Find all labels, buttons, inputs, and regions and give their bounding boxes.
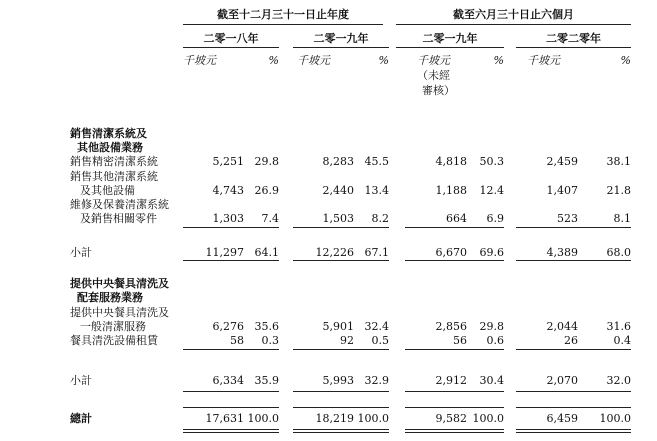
header-group-year: 截至十二月三十一日止年度 xyxy=(217,8,349,21)
cell-r3-6: 523 xyxy=(557,212,578,225)
cell-total-6: 6,459 xyxy=(546,412,578,425)
cell-r4-5: 29.8 xyxy=(479,320,504,333)
cell-r2-0: 4,743 xyxy=(212,184,244,197)
rule xyxy=(405,227,504,228)
year-2018: 二零一八年 xyxy=(203,32,259,45)
cell-r2-5: 12.4 xyxy=(479,184,504,197)
rule xyxy=(405,391,504,392)
cell-r1-0: 5,251 xyxy=(212,155,244,168)
rule xyxy=(293,407,389,408)
header-rule xyxy=(396,24,631,25)
header-rule xyxy=(183,24,383,25)
rule xyxy=(405,432,504,433)
cell-sub1-5: 69.6 xyxy=(479,246,504,259)
cell-r5-1: 0.3 xyxy=(261,334,279,347)
rule xyxy=(516,227,631,228)
cell-sub1-1: 64.1 xyxy=(254,246,279,259)
section-title: 提供中央餐具清洗及 xyxy=(70,277,169,290)
cell-sub2-3: 32.9 xyxy=(364,374,389,387)
cell-r3-2: 1,503 xyxy=(322,212,354,225)
rule xyxy=(516,349,631,350)
unaudited-note: 審核） xyxy=(422,84,455,97)
unit-label: 千坡元 xyxy=(417,54,450,67)
cell-r5-5: 0.6 xyxy=(486,334,504,347)
cell-r1-6: 2,459 xyxy=(546,155,578,168)
cell-total-0: 17,631 xyxy=(205,412,244,425)
row-label: 銷售精密清潔系統 xyxy=(70,155,158,168)
cell-r5-6: 26 xyxy=(564,334,578,347)
rule xyxy=(405,260,504,261)
rule xyxy=(183,391,279,392)
cell-sub2-4: 2,912 xyxy=(435,374,467,387)
year-rule xyxy=(396,47,504,48)
rule xyxy=(293,260,389,261)
cell-r5-2: 92 xyxy=(340,334,354,347)
year-2019-h1: 二零一九年 xyxy=(422,32,478,45)
cell-r3-1: 7.4 xyxy=(261,212,279,225)
rule xyxy=(516,407,631,408)
rule xyxy=(516,432,631,433)
pct-label: % xyxy=(268,54,279,67)
cell-r3-0: 1,303 xyxy=(212,212,244,225)
cell-sub1-3: 67.1 xyxy=(364,246,389,259)
cell-sub2-0: 6,334 xyxy=(212,374,244,387)
cell-r1-7: 38.1 xyxy=(606,155,631,168)
cell-r5-0: 58 xyxy=(230,334,244,347)
cell-r2-3: 13.4 xyxy=(364,184,389,197)
row-label: 提供中央餐具清洗及 xyxy=(70,306,169,319)
rule xyxy=(516,260,631,261)
cell-r3-4: 664 xyxy=(446,212,467,225)
rule xyxy=(183,227,279,228)
cell-sub2-1: 35.9 xyxy=(254,374,279,387)
cell-r5-4: 56 xyxy=(453,334,467,347)
cell-r3-7: 8.1 xyxy=(613,212,631,225)
cell-r4-7: 31.6 xyxy=(606,320,631,333)
row-label: 銷售其他清潔系統 xyxy=(70,170,158,183)
section-title: 其他設備業務 xyxy=(77,141,143,154)
cell-total-1: 100.0 xyxy=(247,412,279,425)
cell-r1-3: 45.5 xyxy=(364,155,389,168)
rule xyxy=(183,429,279,430)
rule xyxy=(405,407,504,408)
cell-r1-5: 50.3 xyxy=(479,155,504,168)
year-2020-h1: 二零二零年 xyxy=(546,32,601,45)
rule xyxy=(183,407,279,408)
cell-total-4: 9,582 xyxy=(435,412,467,425)
row-label: 維修及保養清潔系統 xyxy=(70,198,169,211)
pct-label: % xyxy=(493,54,504,67)
cell-r4-2: 5,901 xyxy=(322,320,354,333)
rule xyxy=(183,349,279,350)
cell-sub2-6: 2,070 xyxy=(546,374,578,387)
cell-r5-3: 0.5 xyxy=(371,334,389,347)
cell-sub1-4: 6,670 xyxy=(435,246,467,259)
cell-r5-7: 0.4 xyxy=(613,334,631,347)
cell-r2-4: 1,188 xyxy=(435,184,467,197)
section-title: 銷售清潔系統及 xyxy=(70,127,147,140)
cell-r2-7: 21.8 xyxy=(606,184,631,197)
cell-sub2-5: 30.4 xyxy=(479,374,504,387)
unaudited-note: （未經 xyxy=(417,69,450,82)
row-label: 及銷售相關零件 xyxy=(80,212,157,225)
cell-sub1-7: 68.0 xyxy=(606,246,631,259)
rule xyxy=(516,391,631,392)
pct-label: % xyxy=(620,54,631,67)
cell-r1-2: 8,283 xyxy=(322,155,354,168)
rule xyxy=(183,432,279,433)
unit-label: 千坡元 xyxy=(297,54,330,67)
cell-r4-0: 6,276 xyxy=(212,320,244,333)
cell-r2-2: 2,440 xyxy=(322,184,354,197)
cell-r4-3: 32.4 xyxy=(364,320,389,333)
cell-r2-6: 1,407 xyxy=(546,184,578,197)
cell-r4-6: 2,044 xyxy=(546,320,578,333)
unit-label: 千坡元 xyxy=(527,54,560,67)
cell-total-3: 100.0 xyxy=(357,412,389,425)
subtotal-label: 小計 xyxy=(70,246,92,259)
rule xyxy=(183,260,279,261)
total-label: 總計 xyxy=(70,412,92,425)
cell-r3-3: 8.2 xyxy=(371,212,389,225)
cell-total-7: 100.0 xyxy=(599,412,631,425)
row-label: 一般清潔服務 xyxy=(80,320,146,333)
unit-label: 千坡元 xyxy=(183,54,216,67)
row-label: 餐具清洗設備租賃 xyxy=(70,334,158,347)
header-group-six-months: 截至六月三十日止六個月 xyxy=(453,8,574,21)
cell-total-2: 18,219 xyxy=(315,412,354,425)
cell-sub2-2: 5,993 xyxy=(322,374,354,387)
cell-sub1-0: 11,297 xyxy=(205,246,244,259)
cell-r1-1: 29.8 xyxy=(254,155,279,168)
year-rule xyxy=(516,47,631,48)
rule xyxy=(405,349,504,350)
rule xyxy=(293,349,389,350)
row-label: 及其他設備 xyxy=(80,184,135,197)
cell-sub1-2: 12,226 xyxy=(315,246,354,259)
year-2019: 二零一九年 xyxy=(313,32,369,45)
cell-r4-1: 35.6 xyxy=(254,320,279,333)
cell-r4-4: 2,856 xyxy=(435,320,467,333)
cell-r1-4: 4,818 xyxy=(435,155,467,168)
rule xyxy=(293,432,389,433)
cell-total-5: 100.0 xyxy=(472,412,504,425)
rule xyxy=(516,429,631,430)
rule xyxy=(293,391,389,392)
cell-sub2-7: 32.0 xyxy=(606,374,631,387)
cell-r2-1: 26.9 xyxy=(254,184,279,197)
year-rule xyxy=(183,47,279,48)
pct-label: % xyxy=(378,54,389,67)
subtotal-label: 小計 xyxy=(70,374,92,387)
cell-sub1-6: 4,389 xyxy=(546,246,578,259)
cell-r3-5: 6.9 xyxy=(486,212,504,225)
section-title: 配套服務業務 xyxy=(77,291,143,304)
year-rule xyxy=(293,47,389,48)
rule xyxy=(293,429,389,430)
rule xyxy=(293,227,389,228)
rule xyxy=(405,429,504,430)
